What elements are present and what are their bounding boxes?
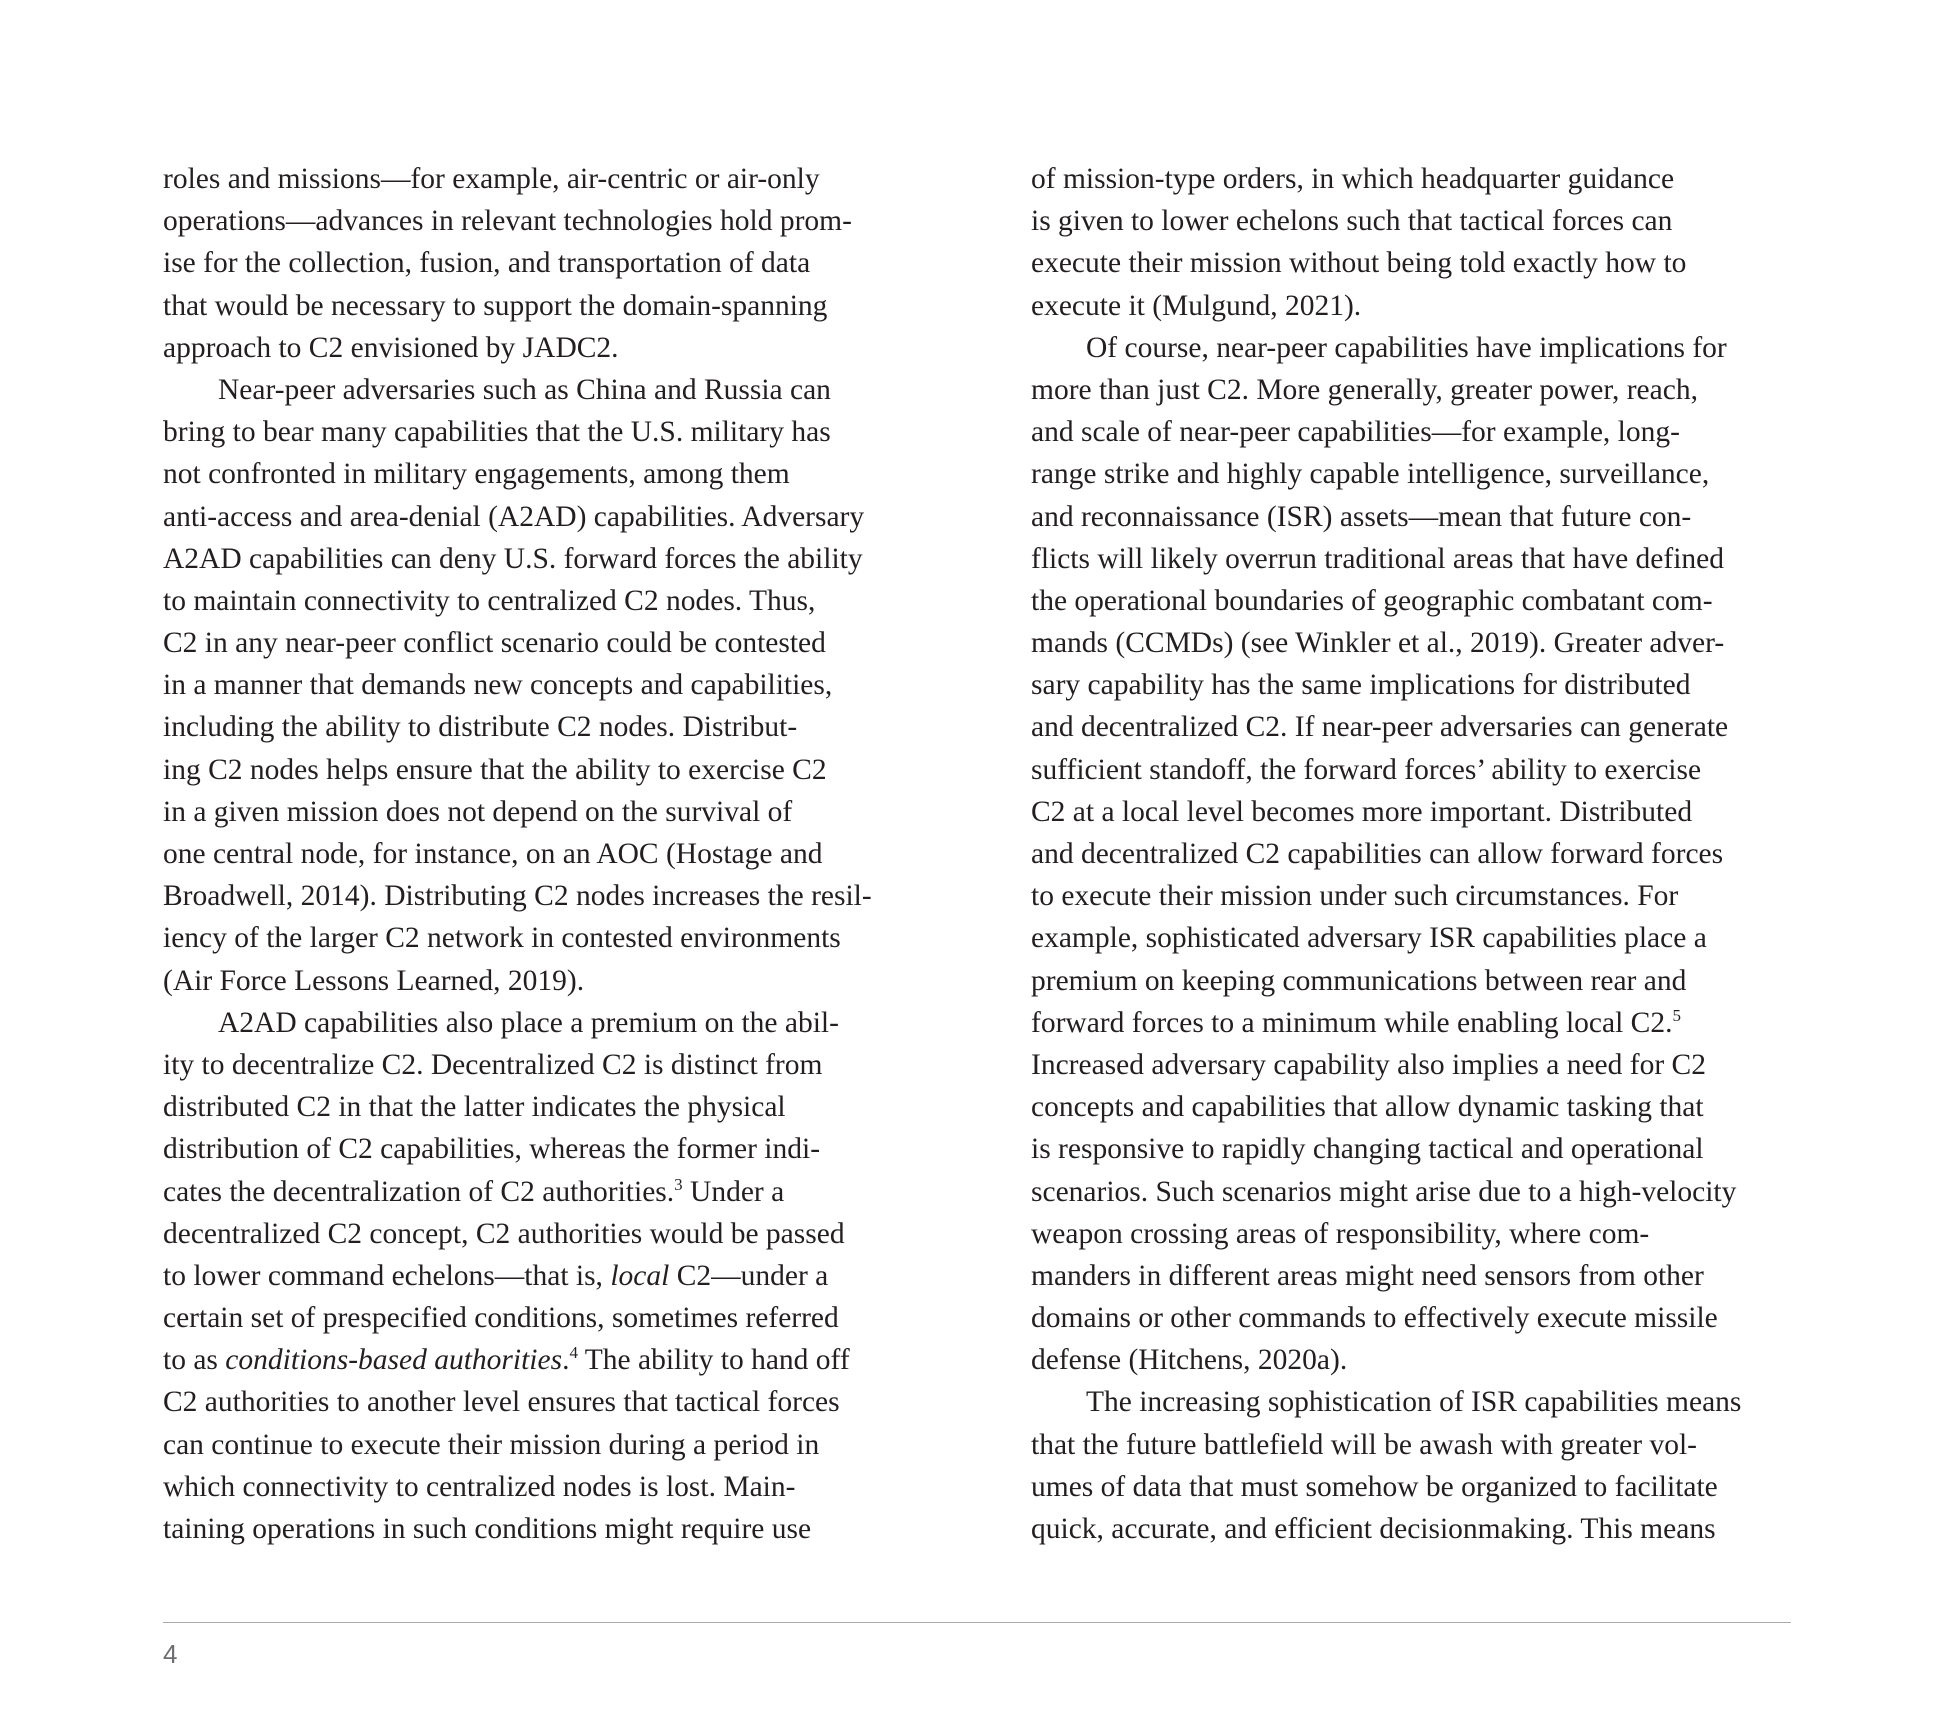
text-line: range strike and highly capable intelligence, surveillance, xyxy=(1031,458,1710,491)
text-segment: Under a xyxy=(682,1175,785,1208)
text-line: in a given mission does not depend on the survival of xyxy=(163,795,793,828)
text-line xyxy=(163,1255,872,1297)
text-segment: . xyxy=(562,1344,570,1377)
text-line: roles and missions—for example, air-centric or air-only xyxy=(163,163,820,195)
text-line: approach to C2 envisioned by JADC2. xyxy=(163,331,619,364)
text-line: iency of the larger C2 network in contested environments xyxy=(163,922,841,955)
text-line: anti-access and area-denial (A2AD) capabilities. Adversary xyxy=(163,500,865,533)
text-line: and scale of near-peer capabilities—for example, long- xyxy=(1031,416,1680,449)
text-line: flicts will likely overrun traditional areas that have defined xyxy=(1031,542,1725,575)
text-line xyxy=(163,1339,872,1381)
footer-rule xyxy=(163,1622,1791,1623)
text-line: C2 at a local level becomes more important. Distributed xyxy=(1031,795,1693,828)
text-line: quick, accurate, and efficient decisionmaking. This means xyxy=(1031,1513,1716,1545)
text-line: to maintain connectivity to centralized C2 nodes. Thus, xyxy=(163,584,816,617)
text-line: certain set of prespecified conditions, sometimes referred xyxy=(163,1302,839,1335)
text-line: ise for the collection, fusion, and transportation of data xyxy=(163,247,811,280)
text-line: bring to bear many capabilities that the U.S. military has xyxy=(163,416,831,449)
text-line: Broadwell, 2014). Distributing C2 nodes increases the resil- xyxy=(163,880,872,913)
text-line: is given to lower echelons such that tactical forces can xyxy=(1031,205,1673,238)
text-line: Of course, near-peer capabilities have implications for xyxy=(1086,331,1727,364)
text-line: distributed C2 in that the latter indicates the physical xyxy=(163,1091,786,1124)
text-line: not confronted in military engagements, among them xyxy=(163,458,790,491)
text-line: which connectivity to centralized nodes is lost. Main- xyxy=(163,1470,796,1503)
text-line: and decentralized C2 capabilities can allow forward forces xyxy=(1031,838,1724,870)
text-line: manders in different areas might need sensors from other xyxy=(1031,1259,1704,1292)
text-line: to execute their mission under such circumstances. For xyxy=(1031,880,1679,913)
text-line: operations—advances in relevant technologies hold prom- xyxy=(163,205,852,238)
text-line: defense (Hitchens, 2020a). xyxy=(1031,1344,1348,1377)
text-line: sufficient standoff, the forward forces’ ability to exercise xyxy=(1031,753,1702,786)
text-segment: The ability to hand off xyxy=(577,1344,850,1377)
text-line: C2 in any near-peer conflict scenario could be contested xyxy=(163,627,826,660)
footnote-marker: 3 xyxy=(674,1174,683,1194)
text-line: A2AD capabilities also place a premium on the abil- xyxy=(218,1006,839,1039)
text-line: the operational boundaries of geographic combatant com- xyxy=(1031,584,1713,617)
text-line: that the future battlefield will be awash with greater vol- xyxy=(1031,1428,1697,1461)
text-segment: cates the decentralization of C2 authorities. xyxy=(163,1175,675,1208)
text-line: mands (CCMDs) (see Winkler et al., 2019). Greater adver- xyxy=(1031,627,1725,660)
text-line: A2AD capabilities can deny U.S. forward forces the ability xyxy=(163,542,863,575)
text-line: scenarios. Such scenarios might arise due to a high-velocity xyxy=(1031,1175,1737,1208)
text-segment: forward forces to a minimum while enabling local C2. xyxy=(1031,1006,1673,1039)
text-line: ing C2 nodes helps ensure that the ability to exercise C2 xyxy=(163,753,827,786)
text-line: that would be necessary to support the domain-spanning xyxy=(163,289,828,322)
text-line: sary capability has the same implications for distributed xyxy=(1031,669,1691,702)
text-line: one central node, for instance, on an AOC (Hostage and xyxy=(163,838,823,870)
footnote-marker: 5 xyxy=(1672,1005,1681,1025)
text-line: and reconnaissance (ISR) assets—mean that future con- xyxy=(1031,500,1692,533)
text-line: Near-peer adversaries such as China and Russia can xyxy=(218,373,831,406)
text-line: ity to decentralize C2. Decentralized C2 is distinct from xyxy=(163,1048,823,1081)
text-segment: to as xyxy=(163,1344,226,1377)
text-line: of mission-type orders, in which headquarter guidance xyxy=(1031,163,1675,195)
text-line: C2 authorities to another level ensures that tactical forces xyxy=(163,1386,840,1419)
text-line: example, sophisticated adversary ISR capabilities place a xyxy=(1031,922,1707,955)
text-line xyxy=(163,1171,872,1213)
footnote-marker: 4 xyxy=(569,1343,578,1363)
text-segment: to lower command echelons—that is, xyxy=(163,1259,611,1292)
text-line: execute their mission without being told exactly how to xyxy=(1031,247,1687,280)
text-line: execute it (Mulgund, 2021). xyxy=(1031,289,1362,322)
text-line: in a manner that demands new concepts and capabilities, xyxy=(163,669,833,702)
text-line: is responsive to rapidly changing tactical and operational xyxy=(1031,1133,1704,1166)
text-line: and decentralized C2. If near-peer adversaries can generate xyxy=(1031,711,1729,744)
text-line: distribution of C2 capabilities, whereas the former indi- xyxy=(163,1133,821,1166)
italic-text: local xyxy=(610,1259,670,1292)
text-line: taining operations in such conditions might require use xyxy=(163,1513,812,1545)
text-segment: C2—under a xyxy=(669,1259,829,1292)
text-line: including the ability to distribute C2 nodes. Distribut- xyxy=(163,711,798,744)
text-line: more than just C2. More generally, greater power, reach, xyxy=(1031,373,1698,406)
italic-text: conditions-based authorities xyxy=(225,1344,563,1377)
text-line xyxy=(1031,1002,1741,1044)
text-line: The increasing sophistication of ISR capabilities means xyxy=(1086,1386,1742,1419)
page-number: 4 xyxy=(163,1639,178,1669)
text-line: concepts and capabilities that allow dynamic tasking that xyxy=(1031,1091,1704,1124)
right-text-column xyxy=(1031,158,1741,1550)
text-line: decentralized C2 concept, C2 authorities would be passed xyxy=(163,1217,845,1250)
text-line: premium on keeping communications between rear and xyxy=(1031,964,1687,997)
text-line: domains or other commands to effectively execute missile xyxy=(1031,1302,1718,1335)
text-line: weapon crossing areas of responsibility, where com- xyxy=(1031,1217,1650,1250)
text-line: Increased adversary capability also implies a need for C2 xyxy=(1031,1048,1706,1081)
text-line: umes of data that must somehow be organized to facilitate xyxy=(1031,1470,1718,1503)
text-line: (Air Force Lessons Learned, 2019). xyxy=(163,964,585,997)
left-text-column xyxy=(163,158,872,1550)
text-line: can continue to execute their mission during a period in xyxy=(163,1428,820,1461)
